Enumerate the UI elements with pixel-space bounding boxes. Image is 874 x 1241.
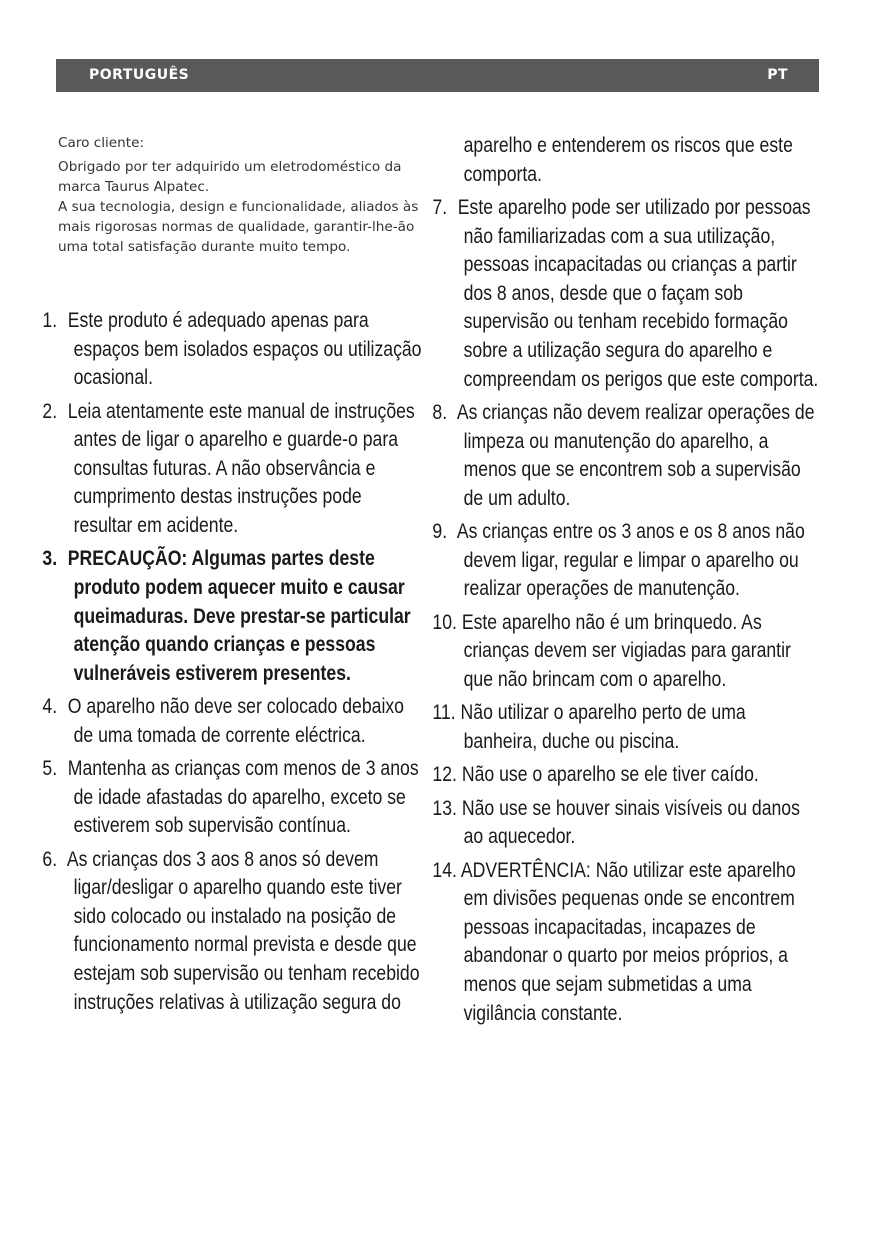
right-column-instructions [432, 131, 819, 1032]
instruction-item-1: 1. Este produto é adequado apenas para espaços bem isolados espaços ou utilização ocasional. [42, 308, 422, 390]
item-text: Este produto é adequado apenas para espaços bem isolados espaços ou utilização ocasional. [67, 308, 422, 390]
instruction-item-4: 4. O aparelho não deve ser colocado debaixo de uma tomada de corrente eléctrica. [42, 694, 404, 747]
intro-greeting: Caro cliente: [58, 135, 145, 151]
item-text: As crianças não devem realizar operações de limpeza ou manutenção do aparelho, a menos que se encontrem sob a supervisão de um adulto. [456, 399, 815, 510]
item-text: Não utilizar o aparelho perto de uma banheira, duche ou piscina. [460, 700, 746, 753]
instruction-item-6-continued [448, 131, 819, 188]
intro-tech: A sua tecnologia, design e funcionalidade, aliados às mais rigorosas normas de qualidade, garantir-lhe-ão uma total satisfação durante muito tempo. [58, 199, 419, 255]
instruction-item-5: 5. Mantenha as crianças com menos de 3 anos de idade afastadas do aparelho, exceto se estiverem sob supervisão contínua. [42, 756, 419, 838]
left-column-instructions [42, 306, 423, 1021]
language-title: PORTUGUÊS [89, 67, 190, 83]
item-text: Não use se houver sinais visíveis ou danos ao aquecedor. [461, 795, 800, 849]
item-text: As crianças entre os 3 anos e os 8 anos não devem ligar, regular e limpar o aparelho ou realizar operações de manutenção. [456, 519, 805, 601]
item-text: ADVERTÊNCIA: Não utilizar este aparelho em divisões pequenas onde se encontrem pessoas incapacitadas, incapazes de abandonar o quarto por meios próprios, a menos que sejam submetidas a uma vigilância constante. [460, 857, 796, 1025]
instruction-item-10 [432, 608, 819, 694]
item-number: 13. [432, 795, 457, 820]
instruction-item-11 [432, 698, 819, 755]
item-number: 12. [432, 762, 457, 787]
item-text: Este aparelho pode ser utilizado por pessoas não familiarizadas com a sua utilização, pessoas incapacitadas ou crianças a partir dos 8 anos, desde que o façam sob supervisão ou tenham recebido formação sobre a utilização segura do aparelho e compreendam os perigos que este comporta. [457, 194, 819, 391]
intro-block [58, 134, 430, 258]
instruction-item-6: 6. As crianças dos 3 aos 8 anos só devem ligar/desligar o aparelho quando este tiver sido colocado ou instalado na posição de funcionamento normal prevista e desde que estejam sob supervisão ou tenham recebido instruções relativas à utilização segura do [42, 846, 420, 1014]
instruction-item-14-warning [432, 856, 819, 1028]
instruction-item-2: 2. Leia atentamente este manual de instruções antes de ligar o aparelho e guarde-o para consultas futuras. A não observância e cumprimento destas instruções pode resultar em acidente. [42, 398, 415, 537]
item-text: Mantenha as crianças com menos de 3 anos de idade afastadas do aparelho, exceto se estiverem sob supervisão contínua. [67, 756, 419, 838]
item-text: Não use o aparelho se ele tiver caído. [461, 762, 759, 787]
item-text: Leia atentamente este manual de instruções antes de ligar o aparelho e guarde-o para consultas futuras. A não observância e cumprimento destas instruções pode resultar em acidente. [67, 398, 415, 537]
instruction-item-3-caution: 3. PRECAUÇÃO: Algumas partes deste produto podem aquecer muito e causar queimaduras. Deve prestar-se particular atenção quando crianças e pessoas vulneráveis estiverem presentes. [42, 546, 411, 685]
item-text: aparelho e entenderem os riscos que este comporta. [463, 133, 793, 186]
item-text: As crianças dos 3 aos 8 anos só devem ligar/desligar o aparelho quando este tiver sido colocado ou instalado na posição de funcionamento normal prevista e desde que estejam sob supervisão ou tenham recebido instruções relativas à utilização segura do [66, 846, 420, 1014]
item-number: 10. [432, 609, 457, 634]
item-text: PRECAUÇÃO: Algumas partes deste produto podem aquecer muito e causar queimaduras. Deve prestar-se particular atenção quando crianças e pessoas vulneráveis estiverem presentes. [67, 546, 411, 685]
item-number: 11. [432, 700, 456, 725]
instruction-item-8: 8. As crianças não devem realizar operações de limpeza ou manutenção do aparelho, a menos que se encontrem sob a supervisão de um adulto. [432, 399, 815, 510]
instruction-item-7: 7. Este aparelho pode ser utilizado por pessoas não familiarizadas com a sua utilização, pessoas incapacitadas ou crianças a partir dos 8 anos, desde que o façam sob supervisão ou tenham recebido formação sobre a utilização segura do aparelho e compreendam os perigos que este comporta. [432, 194, 819, 391]
item-text: Este aparelho não é um brinquedo. As crianças devem ser vigiadas para garantir que não brincam com o aparelho. [461, 609, 791, 691]
instruction-item-9: 9. As crianças entre os 3 anos e os 8 anos não devem ligar, regular e limpar o aparelho ou realizar operações de manutenção. [432, 519, 805, 601]
language-code: PT [767, 67, 788, 83]
item-text: O aparelho não deve ser colocado debaixo de uma tomada de corrente eléctrica. [67, 694, 404, 747]
language-header-bar [56, 59, 819, 92]
instruction-item-13 [432, 794, 819, 851]
item-number: 14. [432, 857, 457, 882]
instruction-item-12 [432, 760, 819, 789]
intro-thanks: Obrigado por ter adquirido um eletrodoméstico da marca Taurus Alpatec. [58, 158, 402, 195]
